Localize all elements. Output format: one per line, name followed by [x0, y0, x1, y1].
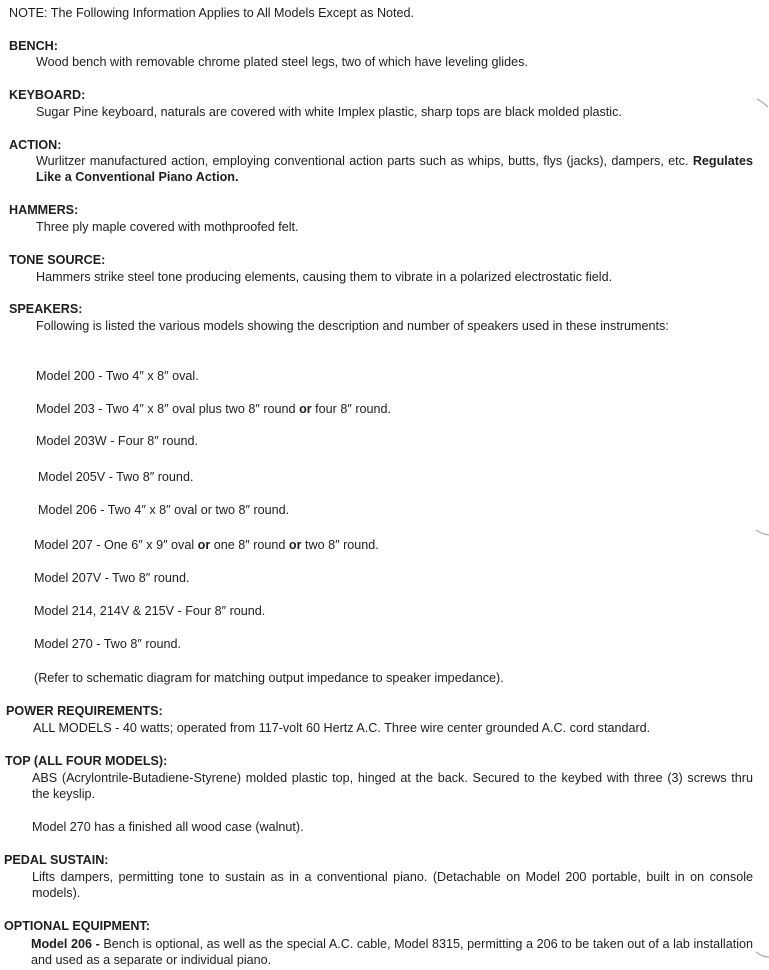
action-heading: ACTION:: [9, 138, 62, 152]
speaker-model-200: Model 200 - Two 4″ x 8″ oval.: [36, 369, 199, 383]
bench-heading: BENCH:: [9, 39, 58, 53]
optional-model-206: Model 206 -: [31, 937, 100, 951]
model-207-part-b: one 8″ round: [213, 538, 286, 552]
top-model-270: Model 270 has a finished all wood case (walnut).: [32, 820, 304, 834]
top-heading: TOP (ALL FOUR MODELS):: [5, 754, 168, 768]
speaker-model-207: [34, 537, 379, 553]
top-text: ABS (Acrylontrile-Butadiene-Styrene) molded plastic top, hinged at the back. Secured to the keybed with three (3) screws thru the keyslip.: [32, 771, 753, 801]
keyboard-heading: KEYBOARD:: [9, 88, 86, 102]
speakers-intro: Following is listed the various models showing the description and number of speakers used in these instruments:: [36, 319, 669, 333]
speaker-model-270: Model 270 - Two 8″ round.: [34, 637, 182, 651]
speaker-refer-note: (Refer to schematic diagram for matching output impedance to speaker impedance).: [34, 671, 504, 685]
optional-heading: OPTIONAL EQUIPMENT:: [4, 919, 151, 933]
model-207-part-c: two 8″ round.: [305, 538, 379, 552]
keyboard-text: Sugar Pine keyboard, naturals are covered with white Implex plastic, sharp tops are black molded plastic.: [36, 105, 622, 119]
bench-text: Wood bench with removable chrome plated steel legs, two of which have leveling glides.: [36, 55, 528, 69]
model-207-or-2: or: [288, 538, 302, 552]
model-203-or: or: [299, 402, 312, 416]
model-207-or-1: or: [197, 538, 211, 552]
scan-mark: [755, 948, 769, 962]
hammers-text: Three ply maple covered with mothproofed felt.: [36, 220, 299, 234]
scan-mark: [755, 96, 769, 110]
speaker-model-207v: Model 207V - Two 8″ round.: [34, 571, 190, 585]
power-heading: POWER REQUIREMENTS:: [6, 704, 163, 718]
speaker-model-203w: Model 203W - Four 8″ round.: [36, 434, 198, 448]
tone-source-heading: TONE SOURCE:: [9, 253, 106, 267]
model-203-part-b: four 8″ round.: [315, 402, 392, 416]
speakers-heading: SPEAKERS:: [9, 302, 83, 316]
optional-body: Bench is optional, as well as the special A.C. cable, Model 8315, permitting a 206 to be taken out of a lab installation and used as a separate or individual piano.: [31, 937, 753, 967]
power-text: ALL MODELS - 40 watts; operated from 117-volt 60 Hertz A.C. Three wire center grounded A.C. cord standard.: [33, 721, 651, 735]
speaker-model-214: Model 214, 214V & 215V - Four 8″ round.: [34, 604, 266, 618]
page-note: NOTE: The Following Information Applies to All Models Except as Noted.: [9, 6, 415, 20]
model-203-part-a: Model 203 - Two 4″ x 8″ oval plus two 8″ round: [36, 402, 296, 416]
model-207-part-a: Model 207 - One 6″ x 9″ oval: [34, 538, 195, 552]
action-bold-note: Regulates Like a Conventional Piano Action.: [36, 154, 754, 184]
speaker-model-206: Model 206 - Two 4″ x 8″ oval or two 8″ round.: [38, 503, 290, 517]
hammers-heading: HAMMERS:: [9, 203, 79, 217]
pedal-text: Lifts dampers, permitting tone to sustain as in a conventional piano. (Detachable on Model 200 portable, built in on console models).: [32, 870, 753, 900]
speaker-model-203: [36, 401, 391, 417]
action-body: Wurlitzer manufactured action, employing conventional action parts such as whips, butts, flys (jacks), dampers, etc.: [36, 154, 689, 168]
speaker-model-205v: Model 205V - Two 8″ round.: [38, 470, 194, 484]
tone-source-text: Hammers strike steel tone producing elements, causing them to vibrate in a polarized electrostatic field.: [36, 270, 613, 284]
pedal-heading: PEDAL SUSTAIN:: [4, 853, 109, 867]
scan-mark: [755, 524, 769, 538]
action-text: [36, 153, 753, 185]
optional-text: [31, 936, 753, 968]
